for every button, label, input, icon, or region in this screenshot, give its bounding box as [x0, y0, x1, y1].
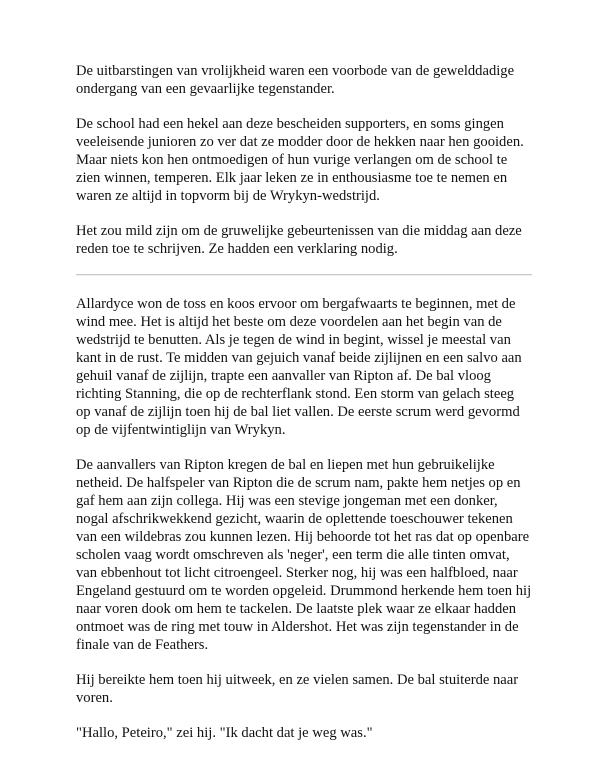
paragraph: Het zou mild zijn om de gruwelijke gebeurtenissen van die middag aan deze reden toe te schrijven. Ze hadden een verklaring nodig. [76, 223, 522, 257]
document-page [76, 62, 532, 759]
paragraph: Hij bereikte hem toen hij uitweek, en ze vielen samen. De bal stuiterde naar voren. [76, 672, 519, 706]
section-divider [76, 274, 532, 276]
paragraph: De school had een hekel aan deze bescheiden supporters, en soms gingen veeleisende junioren zo ver dat ze modder door de hekken naar hen gooiden. Maar niets kon hen ontmoedigen of hun vurige verlangen om de school te zien winnen, temperen. Elk jaar leken ze in enthousiasme toe te nemen en waren ze altijd in topvorm bij de Wrykyn-wedstrijd. [76, 116, 524, 204]
paragraph: "Hallo, Peteiro," zei hij. "Ik dacht dat je weg was." [76, 725, 373, 741]
paragraph: Allardyce won de toss en koos ervoor om bergafwaarts te beginnen, met de wind mee. Het is altijd het beste om deze voordelen aan het begin van de wedstrijd te benutten. Als je tegen de wind in begint, wissel je meestal van kant in de rust. Te midden van gejuich vanaf beide zijlijnen en een salvo aan gehuil vanaf de zijlijn, trapte een aanvaller van Ripton af. De bal vloog richting Stanning, die op de rechterflank stond. Een storm van gelach steeg op vanaf de zijlijn toen hij de bal liet vallen. De eerste scrum werd gevormd op de vijfentwintiglijn van Wrykyn. [76, 296, 522, 438]
paragraph: De aanvallers van Ripton kregen de bal en liepen met hun gebruikelijke netheid. De halfspeler van Ripton die de scrum nam, pakte hem netjes op en gaf hem aan zijn collega. Hij was een stevige jongeman met een donker, nogal afschrikwekkend gezicht, waarin de oplettende toeschouwer tekenen van een wildebras zou kunnen lezen. Hij behoorde tot het ras dat op openbare scholen vaag wordt omschreven als 'neger', een term die alle tinten omvat, van ebbenhout tot licht citroengeel. Sterker nog, hij was een halfbloed, naar Engeland gestuurd om te worden opgeleid. Drummond herkende hem toen hij naar voren dook om hem te tackelen. De laatste plek waar ze elkaar hadden ontmoet was de ring met touw in Aldershot. Het was zijn tegenstander in de finale van de Feathers. [76, 457, 532, 653]
paragraph: De uitbarstingen van vrolijkheid waren een voorbode van de gewelddadige ondergang van een gevaarlijke tegenstander. [76, 63, 515, 97]
